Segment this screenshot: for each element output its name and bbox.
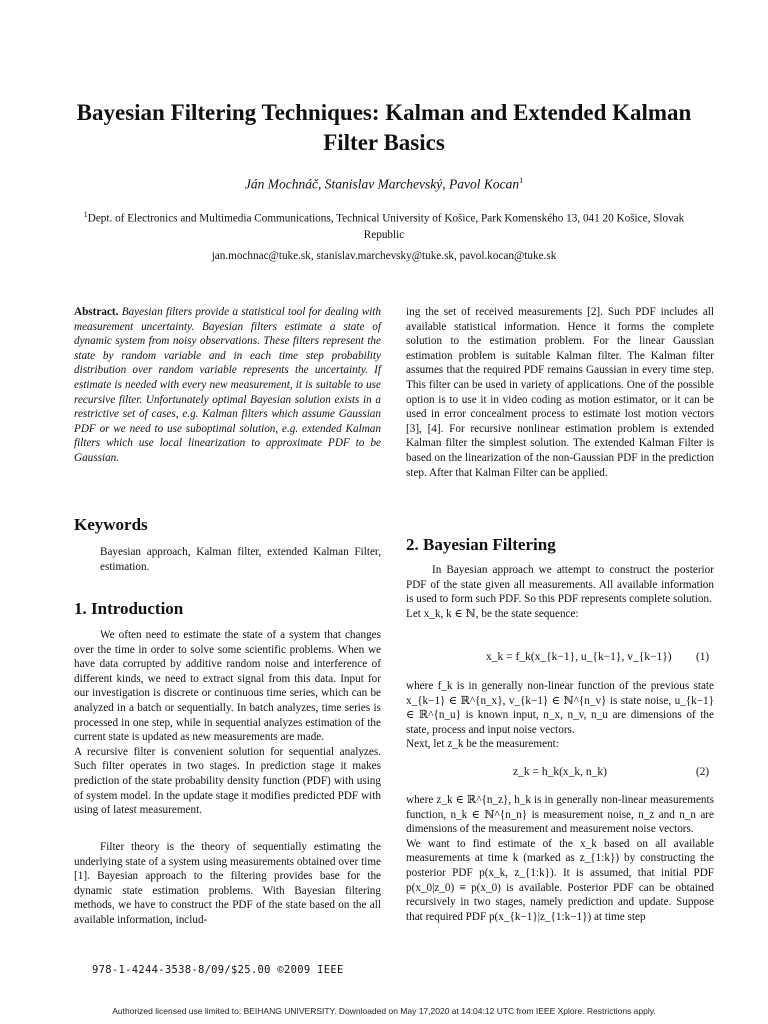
- right-paragraph-1: ing the set of received measurements [2]. Such PDF includes all available statistical information. Hence it forms the complete solution to the estimation problem. For the linear Gaussian estimation problem is suitable Kalman filter. The Kalman filter assumes that the required PDF remains Gaussian in every time step. This filter can be used in variety of applications. One of the possible option is to use it in video coding as motion estimator, or it can be used in error concealment process to estimate lost motion vectors [3], [4]. For recursive nonlinear estimation problem is extended Kalman filter the simplest solution. The extended Kalman Filter is based on the linearization of the non-Gaussian PDF in the prediction step. After that Kalman Filter can be applied.: [406, 306, 714, 479]
- bayesian-body-2: [406, 679, 714, 752]
- footer-isbn: 978-1-4244-3538-8/09/$25.00 ©2009 IEEE: [92, 964, 344, 976]
- bayesian-body-3: [406, 793, 714, 924]
- affiliation: [80, 207, 688, 243]
- paper-title: Bayesian Filtering Techniques: Kalman and Extended Kalman Filter Basics: [76, 100, 692, 155]
- bayesian-paragraph-6: We want to find estimate of the x_k based on all available measurements at time k (marked as z_{1:k}) by constructing the posterior PDF p(x_k, z_{1:k}). It is assumed, that initial PDF p(x_0|z_0) ≡ p(x_0) is available. Posterior PDF can be obtained recursively in two stages, namely prediction and update. Suppose that required PDF p(x_{k−1}|z_{1:k−1}) at time step: [406, 837, 714, 923]
- author-list: [60, 176, 708, 193]
- intro-paragraph-2: A recursive filter is convenient solution for sequential analyzes. Such filter operates in two stages. In prediction stage it makes prediction of the state probability density function (PDF) with using of system model. In the update stage it modifies predicted PDF with using of latest measurement.: [74, 745, 381, 817]
- equation-1-number: (1): [696, 651, 710, 663]
- author-emails: jan.mochnac@tuke.sk, stanislav.marchevsky@tuke.sk, pavol.kocan@tuke.sk: [211, 250, 557, 262]
- equation-1: x_k = f_k(x_{k−1}, u_{k−1}, v_{k−1}): [486, 651, 672, 663]
- equation-2-number: (2): [696, 766, 710, 778]
- bayesian-paragraph-5: where z_k ∈ ℝ^{n_z}, h_k is in generally non-linear measurements function, n_k ∈ ℕ^{n_n} is measurement noise, n_z and n_n are dimensions of the measurement and measurement noise vectors.: [406, 794, 714, 836]
- equation-2: z_k = h_k(x_k, n_k): [513, 766, 607, 778]
- author-superscript: 1: [519, 176, 524, 185]
- footer-license-notice: Authorized licensed use limited to: BEIHANG UNIVERSITY. Downloaded on May 17,2020 at 14:04:12 UTC from IEEE Xplore. Restrictions apply.: [112, 1006, 656, 1016]
- introduction-heading: 1. Introduction: [74, 599, 184, 618]
- keywords-heading: Keywords: [74, 515, 148, 534]
- keywords-body: Bayesian approach, Kalman filter, extended Kalman Filter, estimation.: [100, 546, 381, 573]
- bayesian-paragraph-1: In Bayesian approach we attempt to construct the posterior PDF of the state given all measurements. All available information is used to form such PDF. So this PDF represents complete solution.: [406, 564, 714, 606]
- affiliation-superscript: 1: [83, 210, 88, 219]
- introduction-body: [74, 628, 381, 818]
- bayesian-paragraph-4: Next, let z_k be the measurement:: [406, 738, 559, 751]
- author-names: Ján Mochnáč, Stanislav Marchevský, Pavol Kocan: [244, 176, 520, 192]
- right-column-continuation: [406, 305, 714, 480]
- bayesian-paragraph-2: Let x_k, k ∈ ℕ, be the state sequence:: [406, 607, 579, 620]
- intro-paragraph-1: We often need to estimate the state of a system that changes over the time in order to solve some scientific problems. When we have data corrupted by additive random noise and interference of different kinds, we need to extract signal from this data. Input for our investigation is discrete or continuous time series, which can be analyzed in a batch or sequentially. In batch analyzes, time series is processed in one step, while in sequential analyzes estimation of the current state is updated as new measurements are made.: [74, 629, 381, 744]
- bayesian-section: [406, 535, 714, 554]
- keywords-text: [74, 545, 381, 574]
- abstract-text: Bayesian filters provide a statistical tool for dealing with measurement uncertainty. Bayesian filters estimate a state of dynamic system from noisy observations. These filters represent the state by random variable and in each time step probability distribution over random variable represents the uncertainty. If estimate is needed with every new measurement, it is suitable to use recursive filter. Unfortunately optimal Bayesian solution exists in a restrictive set of cases, e.g. Kalman filters which assume Gaussian PDF or we need to use suboptimal solution, e.g. extended Kalman filters which use local linearization to approximate PDF to be Gaussian.: [74, 306, 382, 464]
- affiliation-text: Dept. of Electronics and Multimedia Communications, Technical University of Košice, Park Komenského 13, 041 20 Košice, Slovak Republic: [87, 212, 685, 241]
- bayesian-paragraph-3: where f_k is in generally non-linear function of the previous state x_{k−1} ∈ ℝ^{n_x}, v_{k−1} ∈ ℕ^{n_v} is state noise, u_{k−1} ∈ ℝ^{n_u} is known input, n_x, n_v, n_u are dimensions of the state, process and input noise vectors.: [406, 680, 714, 736]
- keywords-section: [74, 515, 381, 534]
- abstract: [74, 305, 381, 466]
- bayesian-heading: 2. Bayesian Filtering: [406, 535, 556, 554]
- abstract-label: Abstract.: [74, 306, 119, 318]
- intro-paragraph-3: Filter theory is the theory of sequentially estimating the underlying state of a system using measurements obtained over time [1]. Bayesian approach to the filtering provides base for the dynamic state estimation problems. With Bayesian filtering methods, we have to construct the PDF of the state based on the all available information, includ-: [74, 841, 381, 926]
- bayesian-body: [406, 563, 714, 621]
- introduction-body-2: [74, 840, 381, 928]
- introduction-section: [74, 599, 381, 618]
